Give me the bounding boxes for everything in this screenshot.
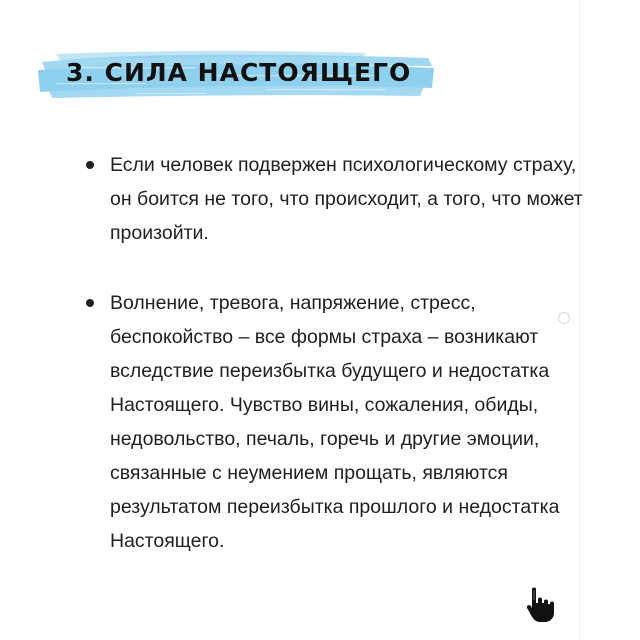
bullet-list [86, 148, 586, 558]
list-item [86, 286, 586, 558]
bullet-dot-icon [86, 299, 94, 307]
list-item [86, 148, 586, 250]
tap-hand-icon [526, 586, 556, 624]
bullet-text: Волнение, тревога, напряжение, стресс, беспокойство – все формы страха – возникают вследствие переизбытка будущего и недостатка Настоящего. Чувство вины, сожаления, обиды, недовольство, печаль, горечь и другие эмоции, связанные с неумением прощать, являются результатом переизбытка прошлого и недостатка Настоящего. [110, 292, 560, 552]
info-circle-icon [558, 312, 570, 324]
bullet-text: Если человек подвержен психологическому страху, он боится не того, что происходит, а того, что может произойти. [110, 154, 583, 244]
bullet-dot-icon [86, 161, 94, 169]
page-title: 3. СИЛА НАСТОЯЩЕГО [66, 58, 412, 87]
